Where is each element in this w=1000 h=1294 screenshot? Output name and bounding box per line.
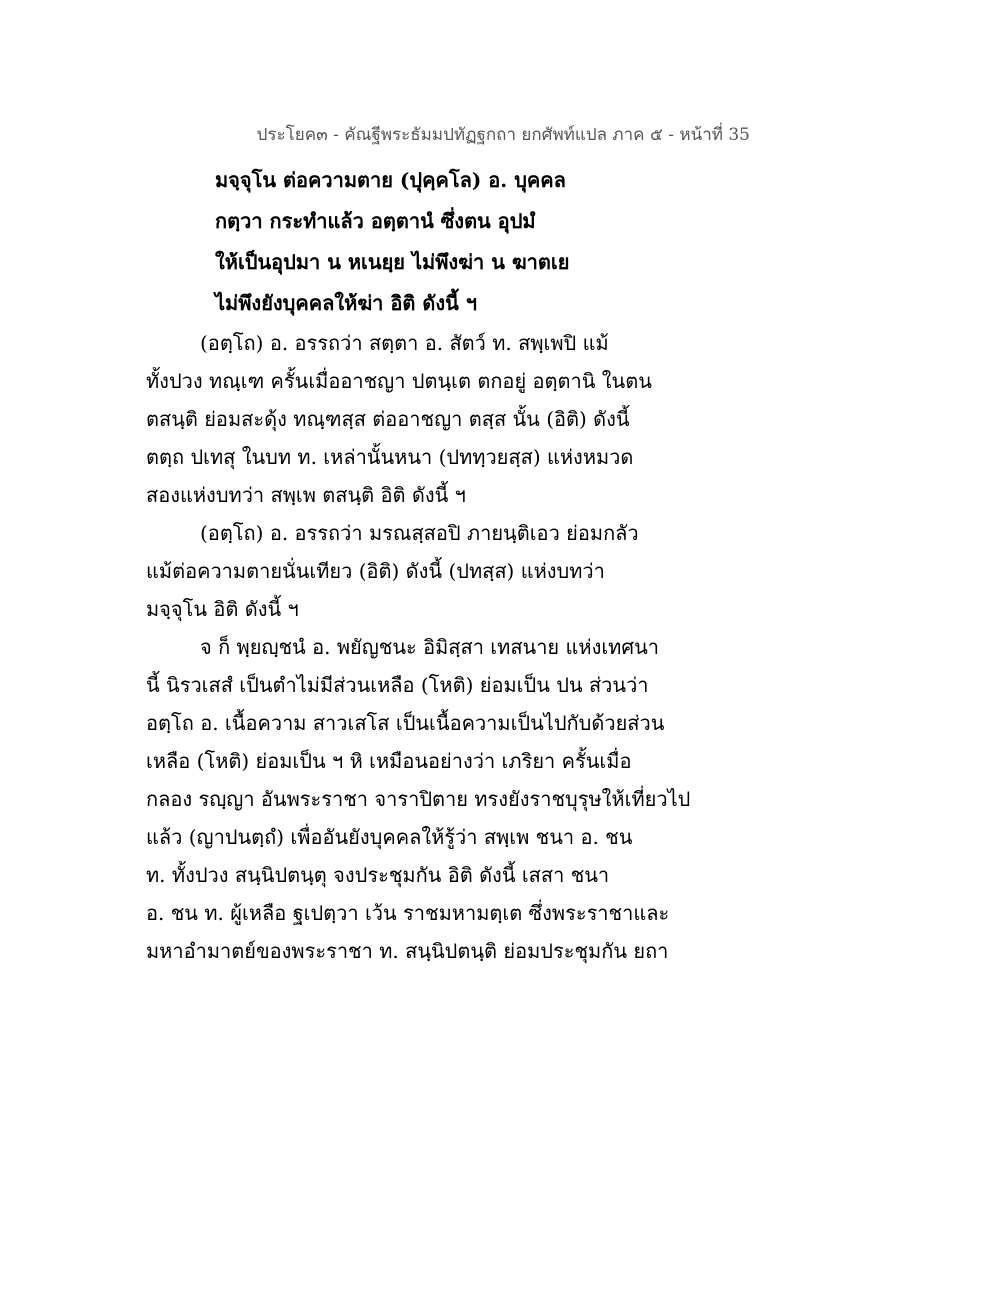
paragraph-line: แล้ว (ญาปนตฺถํ) เพื่ออันยังบุคคลให้รู้ว่า สพฺเพ ชนา อ. ชน: [146, 825, 633, 849]
paragraph-line: อตฺโถ อ. เนื้อความ สาวเสโส เป็นเนื้อความเป็นไปกับด้วยส่วน: [146, 711, 665, 735]
paragraph-line: อ. ชน ท. ผู้เหลือ ฐเปตฺวา เว้น ราชมหามตฺเต ซึ่งพระราชาและ: [146, 901, 670, 925]
verse-line: ให้เป็นอุปมา น หเนยฺย ไม่พึงฆ่า น ฆาตเย: [215, 250, 570, 274]
verse-line: กตฺวา กระทำแล้ว อตฺตานํ ซึ่งตน อุปมํ: [215, 209, 536, 233]
paragraph-line: ท. ทั้งปวง สนฺนิปตนฺตุ จงประชุมกัน อิติ ดังนี้ เสสา ชนา: [146, 863, 610, 887]
paragraph-line: กลอง รญฺญา อันพระราชา จาราปิตาย ทรงยังราชบุรุษให้เที่ยวไป: [146, 787, 691, 811]
paragraph-line: สองแห่งบทว่า สพฺเพ ตสนฺติ อิติ ดังนี้ ฯ: [146, 483, 466, 507]
running-header: ประโยค๓ - คัณฐีพระธัมมปทัฏฐกถา ยกศัพท์แปล ภาค ๕ - หน้าที่ 35: [256, 125, 750, 145]
paragraph-line: มจฺจุโน อิติ ดังนี้ ฯ: [146, 597, 299, 621]
paragraph-line: มหาอำมาตย์ของพระราชา ท. สนฺนิปตนฺติ ย่อมประชุมกัน ยถา: [146, 939, 669, 963]
paragraph-line: (อตฺโถ) อ. อรรถว่า มรณสฺสอปิ ภายนฺติเอว ย่อมกลัว: [200, 521, 639, 545]
verse-line: มจฺจุโน ต่อความตาย (ปุคฺคโล) อ. บุคคล: [215, 168, 566, 192]
paragraph-line: จ ก็ พฺยญฺชนํ อ. พยัญชนะ อิมิสฺสา เทสนาย แห่งเทศนา: [200, 635, 659, 659]
verse-line: ไม่พึงยังบุคคลให้ฆ่า อิติ ดังนี้ ฯ: [215, 291, 477, 315]
paragraph-line: ตสนฺติ ย่อมสะดุ้ง ทณฺฑสฺส ต่ออาชญา ตสฺส นั้น (อิติ) ดังนี้: [146, 407, 630, 431]
paragraph-line: แม้ต่อความตายนั่นเทียว (อิติ) ดังนี้ (ปทสฺส) แห่งบทว่า: [146, 559, 605, 583]
paragraph-line: เหลือ (โหติ) ย่อมเป็น ฯ หิ เหมือนอย่างว่า เภริยา ครั้นเมื่อ: [146, 749, 632, 773]
paragraph-line: ทั้งปวง ทณฺเฑ ครั้นเมื่ออาชญา ปตนฺเต ตกอยู่ อตฺตานิ ในตน: [146, 369, 652, 393]
verse-block: [215, 160, 735, 324]
paragraph-line: ตตฺถ ปเทสุ ในบท ท. เหล่านั้นหนา (ปททฺวยสฺส) แห่งหมวด: [146, 445, 634, 469]
paragraph-line: (อตฺโถ) อ. อรรถว่า สตฺตา อ. สัตว์ ท. สพฺเพปิ แม้: [200, 331, 609, 355]
paragraph-line: นี้ นิรวเสสํ เป็นตำไม่มีส่วนเหลือ (โหติ) ย่อมเป็น ปน ส่วนว่า: [146, 673, 649, 697]
body-text: [146, 324, 746, 970]
